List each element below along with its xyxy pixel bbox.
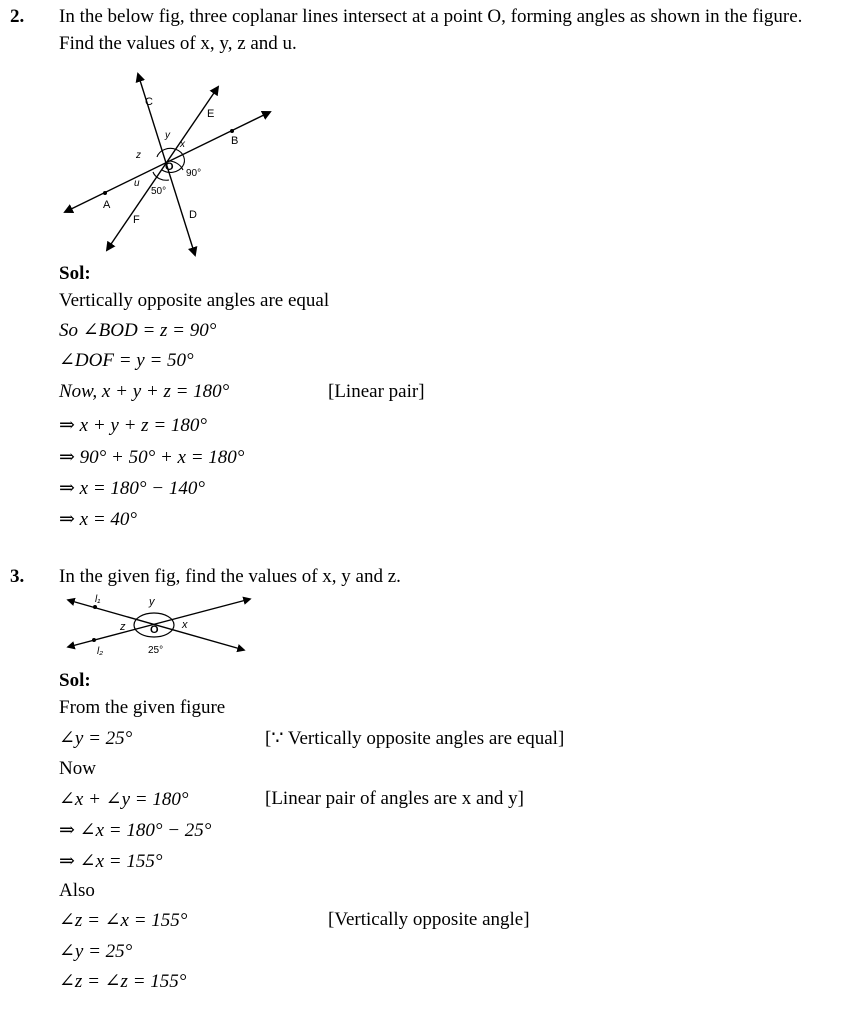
q3-line-2-note: [∵ Vertically opposite angles are equal] [265, 728, 565, 749]
q3-line-10: ∠z = ∠z = 155° [59, 971, 187, 992]
label-x: x [182, 619, 188, 631]
label-z: z [120, 621, 126, 633]
q2-line-4: Now, x + y + z = 180° [59, 381, 230, 402]
q3-line-7: Also [59, 880, 95, 901]
label-y: y [165, 130, 170, 141]
label-d: D [189, 209, 197, 221]
q3-line-2: ∠y = 25° [59, 728, 133, 749]
q3-line-6: ⇒ ∠x = 155° [59, 851, 163, 872]
label-a: A [103, 199, 111, 211]
question-3-text: In the given fig, find the values of x, y and z. [59, 566, 401, 587]
q2-line-2: So ∠BOD = z = 90° [59, 320, 217, 341]
label-l1: l₁ [95, 594, 101, 605]
q2-line-7: ⇒ x = 180° − 140° [59, 478, 205, 499]
q3-line-8: ∠z = ∠x = 155° [59, 910, 188, 931]
label-o: O [165, 161, 174, 173]
question-2-sol-label: Sol: [59, 263, 91, 284]
question-3-figure [62, 590, 257, 658]
q2-line-6: ⇒ 90° + 50° + x = 180° [59, 447, 245, 468]
label-angle-90: 90° [186, 168, 202, 179]
point-b [230, 129, 234, 133]
label-z: z [136, 150, 141, 161]
question-2-figure [55, 62, 295, 262]
label-angle-25: 25° [148, 645, 164, 656]
q3-line-8-note: [Vertically opposite angle] [328, 909, 530, 930]
question-3-number: 3. [10, 566, 25, 587]
label-l2: l₂ [97, 646, 104, 657]
label-u: u [134, 178, 140, 189]
label-y: y [149, 596, 155, 608]
point-l1 [93, 605, 97, 609]
point-a [103, 191, 107, 195]
label-angle-50: 50° [151, 186, 167, 197]
label-b: B [231, 135, 239, 147]
q3-line-5: ⇒ ∠x = 180° − 25° [59, 820, 212, 841]
q2-line-4-note: [Linear pair] [328, 381, 425, 402]
point-l2 [92, 638, 96, 642]
q2-line-3: ∠DOF = y = 50° [59, 350, 194, 371]
q3-line-4-note: [Linear pair of angles are x and y] [265, 788, 525, 809]
label-c: C [145, 96, 153, 108]
q2-line-1: Vertically opposite angles are equal [59, 290, 330, 311]
label-o: O [150, 624, 159, 636]
q3-line-3: Now [59, 758, 96, 779]
q3-line-4: ∠x + ∠y = 180° [59, 789, 189, 810]
question-3-sol-label: Sol: [59, 670, 91, 691]
line-ef [107, 87, 218, 250]
question-2-text: In the below fig, three coplanar lines intersect at a point O, forming angles as shown in the figure. Find the values of x, y, z and u. [59, 6, 803, 54]
q3-line-1: From the given figure [59, 697, 226, 718]
label-x: x [180, 139, 185, 150]
q2-line-8: ⇒ x = 40° [59, 509, 138, 530]
question-2-number: 2. [10, 6, 25, 27]
q3-line-9: ∠y = 25° [59, 941, 133, 962]
q2-line-5: ⇒ x + y + z = 180° [59, 415, 207, 436]
label-e: E [207, 108, 215, 120]
label-f: F [133, 214, 140, 226]
